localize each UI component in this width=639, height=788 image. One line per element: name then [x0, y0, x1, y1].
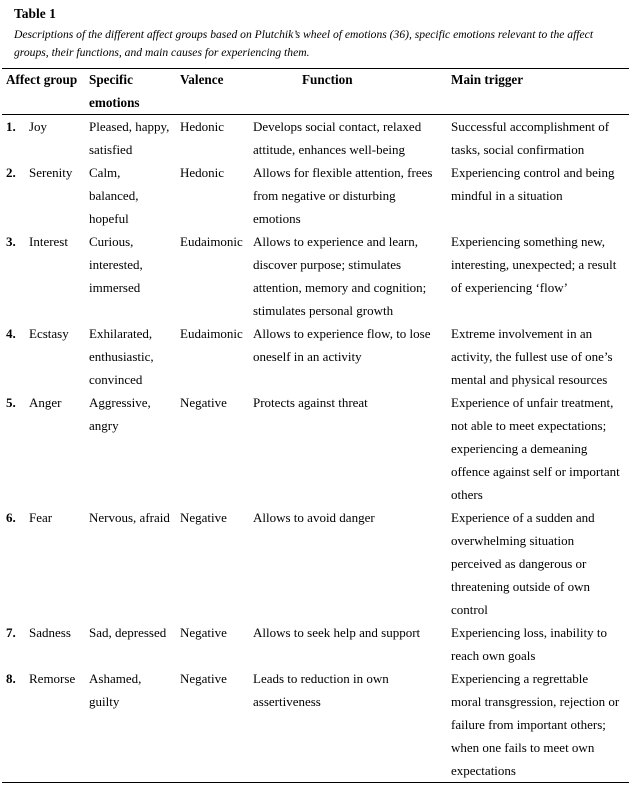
specific-emotions-cell — [89, 161, 179, 230]
cell-line: of experiencing ‘flow’ — [451, 280, 568, 295]
cell-line: Pleased, happy, — [89, 119, 170, 134]
cell-line: attention, memory and cognition; — [253, 280, 427, 295]
row-number: 7. — [6, 625, 16, 640]
caption-line: Descriptions of the different affect groups based on Plutchik’s wheel of emotions (36), specific emotions relevant to the affect — [14, 28, 594, 41]
cell-line: activity, the fullest use of one’s — [451, 349, 613, 364]
affect-group-cell: Ecstasy — [29, 326, 69, 341]
valence-cell: Negative — [180, 671, 227, 686]
function-cell — [253, 621, 448, 644]
cell-line: satisfied — [89, 142, 133, 157]
valence-cell: Hedonic — [180, 119, 225, 134]
table-bottom-rule — [2, 782, 629, 783]
row-number: 2. — [6, 165, 16, 180]
cell-line: enthusiastic, — [89, 349, 154, 364]
cell-line: stimulates personal growth — [253, 303, 394, 318]
cell-line: tasks, social confirmation — [451, 142, 585, 157]
cell-line: Experience of unfair treatment, — [451, 395, 614, 410]
cell-line: reach own goals — [451, 648, 536, 663]
cell-line: experiencing a demeaning — [451, 441, 588, 456]
header-affect-group: Affect group — [6, 72, 78, 87]
caption-line: groups, their functions, and main causes for experiencing them. — [14, 46, 310, 59]
cell-line: Sad, depressed — [89, 625, 167, 640]
affect-group-cell: Serenity — [29, 165, 73, 180]
header-line: emotions — [89, 95, 140, 110]
cell-line: Allows for flexible attention, frees — [253, 165, 433, 180]
cell-line: interested, — [89, 257, 143, 272]
main-trigger-cell — [451, 161, 631, 207]
specific-emotions-cell — [89, 621, 179, 644]
specific-emotions-cell — [89, 667, 179, 713]
function-cell — [253, 230, 448, 322]
affect-group-cell: Interest — [29, 234, 68, 249]
cell-line: Aggressive, — [89, 395, 151, 410]
affect-group-cell: Sadness — [29, 625, 71, 640]
cell-line: guilty — [89, 694, 120, 709]
cell-line: balanced, — [89, 188, 139, 203]
cell-line: Allows to avoid danger — [253, 510, 375, 525]
cell-line: Leads to reduction in own — [253, 671, 389, 686]
affect-group-cell: Joy — [29, 119, 48, 134]
cell-line: Extreme involvement in an — [451, 326, 593, 341]
cell-line: perceived as dangerous or — [451, 556, 587, 571]
main-trigger-cell — [451, 667, 631, 782]
cell-line: Exhilarated, — [89, 326, 153, 341]
cell-line: interesting, unexpected; a result — [451, 257, 617, 272]
row-number: 5. — [6, 395, 16, 410]
cell-line: Calm, — [89, 165, 121, 180]
specific-emotions-cell — [89, 322, 179, 391]
function-cell — [253, 391, 448, 414]
cell-line: overwhelming situation — [451, 533, 575, 548]
cell-line: Protects against threat — [253, 395, 368, 410]
row-number: 3. — [6, 234, 16, 249]
cell-line: when one fails to meet own — [451, 740, 595, 755]
cell-line: threatening outside of own — [451, 579, 590, 594]
specific-emotions-cell — [89, 115, 179, 161]
cell-line: others — [451, 487, 483, 502]
function-cell — [253, 506, 448, 529]
cell-line: Develops social contact, relaxed — [253, 119, 422, 134]
header-line: Specific — [89, 72, 133, 87]
cell-line: Experiencing control and being — [451, 165, 615, 180]
main-trigger-cell — [451, 230, 631, 299]
row-number: 8. — [6, 671, 16, 686]
function-cell — [253, 115, 448, 161]
valence-cell: Negative — [180, 510, 227, 525]
main-trigger-cell — [451, 322, 631, 391]
cell-line: mental and physical resources — [451, 372, 608, 387]
cell-line: not able to meet expectations; — [451, 418, 607, 433]
affect-group-cell: Fear — [29, 510, 53, 525]
cell-line: control — [451, 602, 488, 617]
cell-line: Allows to experience and learn, — [253, 234, 418, 249]
specific-emotions-cell — [89, 506, 179, 529]
valence-cell: Negative — [180, 395, 227, 410]
table-caption — [14, 26, 629, 62]
cell-line: immersed — [89, 280, 141, 295]
affect-group-cell: Anger — [29, 395, 62, 410]
row-number: 6. — [6, 510, 16, 525]
affect-group-cell: Remorse — [29, 671, 76, 686]
header-specific-emotions — [89, 68, 140, 114]
header-main-trigger: Main trigger — [451, 72, 524, 87]
specific-emotions-cell — [89, 230, 179, 299]
main-trigger-cell — [451, 391, 631, 506]
valence-cell: Eudaimonic — [180, 234, 243, 249]
cell-line: expectations — [451, 763, 516, 778]
cell-line: Successful accomplishment of — [451, 119, 610, 134]
cell-line: Nervous, afraid — [89, 510, 170, 525]
main-trigger-cell — [451, 621, 631, 667]
header-function: Function — [302, 72, 353, 87]
function-cell — [253, 322, 448, 368]
cell-line: convinced — [89, 372, 143, 387]
header-valence: Valence — [180, 72, 224, 87]
cell-line: discover purpose; stimulates — [253, 257, 402, 272]
main-trigger-cell — [451, 506, 631, 621]
specific-emotions-cell — [89, 391, 179, 437]
cell-line: hopeful — [89, 211, 129, 226]
cell-line: assertiveness — [253, 694, 321, 709]
cell-line: attitude, enhances well-being — [253, 142, 405, 157]
cell-line: Curious, — [89, 234, 134, 249]
row-number: 4. — [6, 326, 16, 341]
main-trigger-cell — [451, 115, 631, 161]
valence-cell: Hedonic — [180, 165, 225, 180]
function-cell — [253, 161, 448, 230]
cell-line: Experiencing loss, inability to — [451, 625, 607, 640]
cell-line: offence against self or important — [451, 464, 620, 479]
valence-cell: Negative — [180, 625, 227, 640]
row-number: 1. — [6, 119, 16, 134]
cell-line: Experiencing a regrettable — [451, 671, 589, 686]
cell-line: oneself in an activity — [253, 349, 362, 364]
cell-line: Experience of a sudden and — [451, 510, 595, 525]
function-cell — [253, 667, 448, 713]
cell-line: failure from important others; — [451, 717, 606, 732]
table-label: Table 1 — [14, 6, 56, 21]
cell-line: Experiencing something new, — [451, 234, 606, 249]
cell-line: Allows to seek help and support — [253, 625, 421, 640]
cell-line: mindful in a situation — [451, 188, 563, 203]
cell-line: Allows to experience flow, to lose — [253, 326, 431, 341]
cell-line: Ashamed, — [89, 671, 142, 686]
valence-cell: Eudaimonic — [180, 326, 243, 341]
cell-line: emotions — [253, 211, 301, 226]
cell-line: angry — [89, 418, 119, 433]
cell-line: from negative or disturbing — [253, 188, 396, 203]
cell-line: moral transgression, rejection or — [451, 694, 620, 709]
